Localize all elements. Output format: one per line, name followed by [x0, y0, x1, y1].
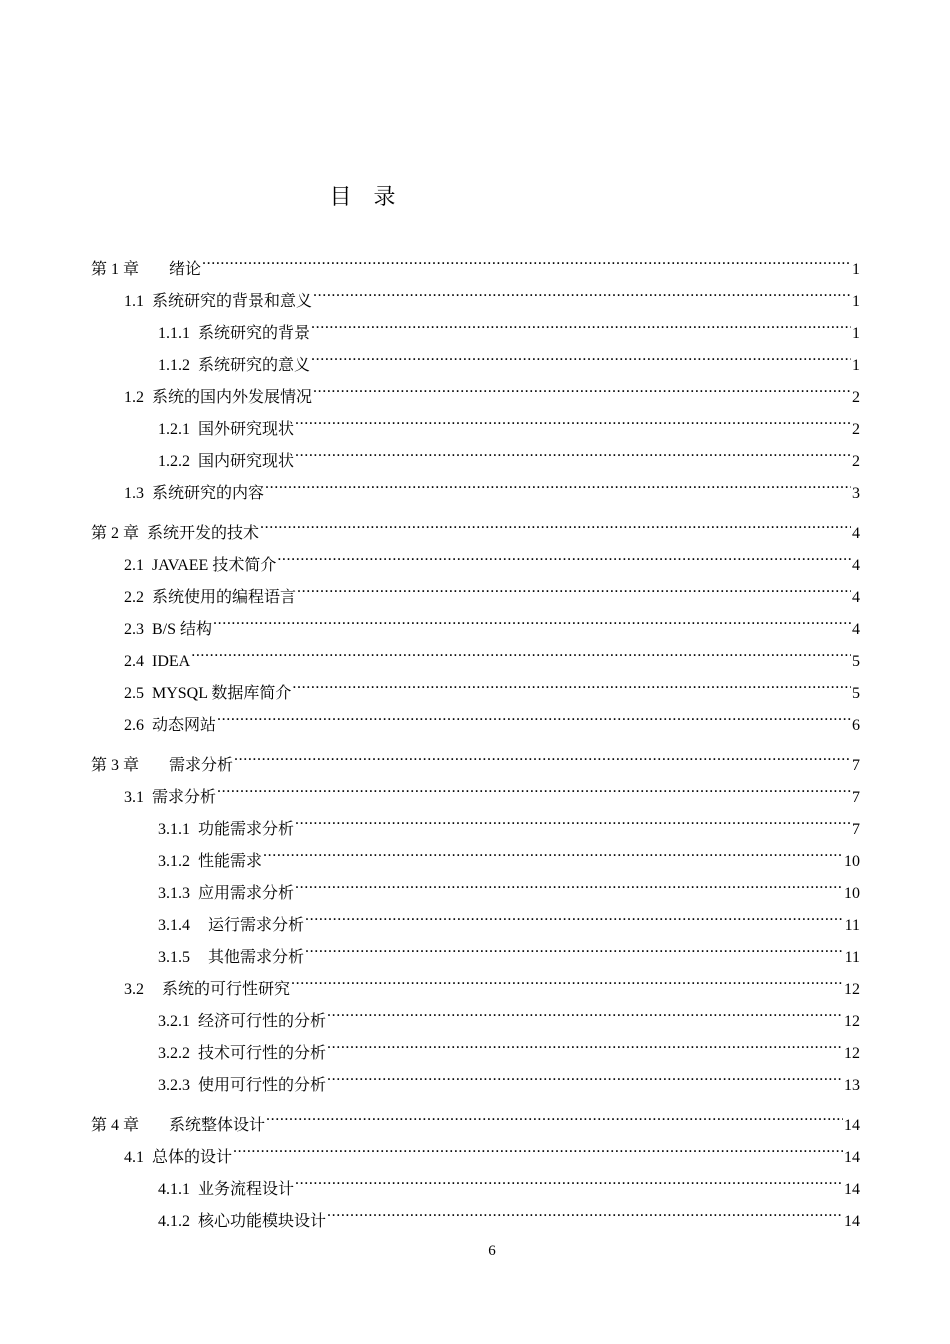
toc-dot-leader: [233, 1130, 843, 1162]
toc-entry-number: 3.2: [124, 981, 144, 998]
toc-dot-leader: [213, 602, 851, 634]
toc-entry-title: 总体的设计: [152, 1149, 233, 1166]
toc-chapter-entry[interactable]: [91, 506, 860, 542]
toc-entry-number: 2.6: [124, 717, 144, 734]
toc-entry-number: 第 2 章: [91, 525, 140, 542]
toc-entry-page: 2: [852, 421, 860, 438]
toc-section-entry[interactable]: [91, 274, 860, 310]
toc-entry-page: 11: [844, 949, 860, 966]
toc-dot-leader: [295, 1162, 843, 1194]
toc-entry-number: 第 3 章: [91, 757, 140, 774]
toc-dot-leader: [202, 242, 851, 274]
toc-dot-leader: [277, 538, 851, 570]
toc-entry-number: 3.1.3: [158, 885, 190, 902]
toc-dot-leader: [295, 434, 851, 466]
toc-entry-number: 1.3: [124, 485, 144, 502]
toc-entry-number: 1.1: [124, 293, 144, 310]
toc-dot-leader: [305, 930, 844, 962]
toc-entry-title: 国外研究现状: [198, 421, 295, 438]
toc-entry-page: 4: [852, 621, 860, 638]
toc-dot-leader: [266, 1098, 843, 1130]
toc-entry-title: 运行需求分析: [208, 917, 305, 934]
toc-entry-title: 功能需求分析: [198, 821, 295, 838]
toc-dot-leader: [217, 698, 851, 730]
toc-entry-page: 4: [852, 525, 860, 542]
toc-dot-leader: [313, 274, 851, 306]
toc-dot-leader: [265, 466, 851, 498]
toc-entry-number: 4.1: [124, 1149, 144, 1166]
toc-dot-leader: [292, 666, 851, 698]
toc-dot-leader: [217, 770, 851, 802]
toc-entry-title: 业务流程设计: [198, 1181, 295, 1198]
toc-section-entry[interactable]: [91, 930, 860, 966]
toc-entry-number: 2.5: [124, 685, 144, 702]
toc-dot-leader: [313, 370, 851, 402]
toc-dot-leader: [191, 634, 851, 666]
toc-chapter-entry[interactable]: [91, 1098, 860, 1134]
toc-dot-leader: [234, 738, 851, 770]
toc-entry-page: 4: [852, 589, 860, 606]
toc-entry-title: 需求分析: [152, 789, 217, 806]
toc-entry-page: 12: [844, 1013, 860, 1030]
page-title: 目 录: [329, 184, 396, 209]
toc-entry-title: 国内研究现状: [198, 453, 295, 470]
toc-entry-number: 3.2.1: [158, 1013, 190, 1030]
toc-entry-page: 1: [852, 357, 860, 374]
toc-entry-number: 3.1.1: [158, 821, 190, 838]
toc-entry-number: 2.1: [124, 557, 144, 574]
toc-dot-leader: [295, 402, 851, 434]
toc-entry-title: 系统的可行性研究: [162, 981, 291, 998]
toc-entry-title: 应用需求分析: [198, 885, 295, 902]
toc-dot-leader: [260, 506, 851, 538]
toc-entry-number: 1.1.2: [158, 357, 190, 374]
footer-page-number: 6: [488, 1243, 496, 1259]
toc-dot-leader: [311, 338, 851, 370]
toc-entry-number: 2.3: [124, 621, 144, 638]
toc-dot-leader: [327, 1026, 843, 1058]
toc-entry-title: 系统研究的背景和意义: [152, 293, 313, 310]
toc-dot-leader: [327, 1058, 843, 1090]
toc-entry-number: 4.1.2: [158, 1213, 190, 1230]
toc-section-entry[interactable]: [91, 666, 860, 702]
toc-entry-title: MYSQL 数据库简介: [152, 685, 292, 702]
toc-entry-title: 经济可行性的分析: [198, 1013, 327, 1030]
toc-entry-title: 系统开发的技术: [147, 525, 260, 542]
toc-dot-leader: [327, 1194, 843, 1226]
toc-entry-page: 4: [852, 557, 860, 574]
toc-entry-title: 核心功能模块设计: [198, 1213, 327, 1230]
toc-entry-page: 10: [844, 853, 860, 870]
toc-entry-title: 性能需求: [198, 853, 263, 870]
toc-chapter-entry[interactable]: [91, 242, 860, 278]
toc-entry-page: 12: [844, 1045, 860, 1062]
toc-entry-title: 系统研究的意义: [198, 357, 311, 374]
toc-entry-title: 系统的国内外发展情况: [152, 389, 313, 406]
toc-entry-page: 13: [844, 1077, 860, 1094]
toc-entry-page: 5: [852, 653, 860, 670]
toc-entry-title: 系统整体设计: [169, 1117, 266, 1134]
toc-entry-number: 1.1.1: [158, 325, 190, 342]
toc-entry-number: 1.2: [124, 389, 144, 406]
toc-dot-leader: [295, 866, 843, 898]
toc-entry-page: 1: [852, 261, 860, 278]
toc-entry-title: 使用可行性的分析: [198, 1077, 327, 1094]
toc-entry-title: 动态网站: [152, 717, 217, 734]
toc-entry-number: 2.4: [124, 653, 144, 670]
toc-entry-title: 绪论: [169, 261, 202, 278]
toc-entry-number: 3.2.3: [158, 1077, 190, 1094]
toc-entry-page: 14: [844, 1149, 860, 1166]
toc-entry-number: 3.1: [124, 789, 144, 806]
toc-entry-page: 14: [844, 1117, 860, 1134]
toc-section-entry[interactable]: [91, 634, 860, 670]
toc-entry-title: IDEA: [152, 653, 191, 670]
toc-entry-number: 2.2: [124, 589, 144, 606]
toc-entry-number: 第 1 章: [91, 261, 140, 278]
toc-entry-number: 3.2.2: [158, 1045, 190, 1062]
toc-entry-number: 4.1.1: [158, 1181, 190, 1198]
toc-entry-page: 2: [852, 453, 860, 470]
toc-entry-title: 系统研究的内容: [152, 485, 265, 502]
toc-entry-title: 系统使用的编程语言: [152, 589, 297, 606]
toc-entry-page: 1: [852, 325, 860, 342]
toc-entry-title: 其他需求分析: [208, 949, 305, 966]
toc-entry-title: JAVAEE 技术简介: [152, 557, 277, 574]
toc-entry-page: 3: [852, 485, 860, 502]
toc-chapter-entry[interactable]: [91, 738, 860, 774]
toc-entry-title: 系统研究的背景: [198, 325, 311, 342]
toc-entry-page: 10: [844, 885, 860, 902]
toc-entry-page: 11: [844, 917, 860, 934]
table-of-contents: [91, 242, 860, 1230]
toc-entry-number: 1.2.1: [158, 421, 190, 438]
toc-entry-page: 14: [844, 1181, 860, 1198]
toc-dot-leader: [305, 898, 844, 930]
toc-entry-title: 需求分析: [169, 757, 234, 774]
toc-entry-page: 7: [852, 789, 860, 806]
toc-entry-title: B/S 结构: [152, 621, 213, 638]
toc-entry-title: 技术可行性的分析: [198, 1045, 327, 1062]
toc-entry-number: 3.1.5: [158, 949, 190, 966]
toc-dot-leader: [327, 994, 843, 1026]
toc-entry-page: 1: [852, 293, 860, 310]
toc-section-entry[interactable]: [91, 962, 860, 998]
toc-entry-page: 14: [844, 1213, 860, 1230]
toc-entry-number: 3.1.4: [158, 917, 190, 934]
toc-entry-page: 6: [852, 717, 860, 734]
toc-dot-leader: [311, 306, 851, 338]
toc-entry-page: 5: [852, 685, 860, 702]
toc-entry-page: 7: [852, 821, 860, 838]
toc-entry-number: 第 4 章: [91, 1117, 140, 1134]
toc-entry-page: 2: [852, 389, 860, 406]
toc-dot-leader: [291, 962, 843, 994]
toc-dot-leader: [297, 570, 851, 602]
toc-entry-number: 3.1.2: [158, 853, 190, 870]
toc-dot-leader: [263, 834, 843, 866]
toc-entry-page: 12: [844, 981, 860, 998]
toc-entry-page: 7: [852, 757, 860, 774]
toc-entry-number: 1.2.2: [158, 453, 190, 470]
toc-dot-leader: [295, 802, 851, 834]
